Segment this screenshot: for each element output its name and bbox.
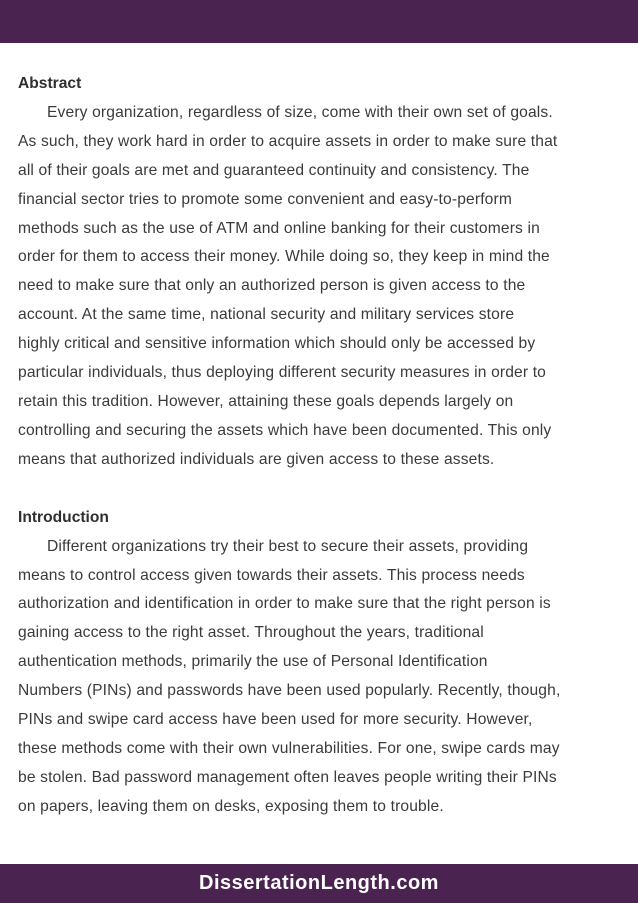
abstract-line: highly critical and sensitive information which should only be accessed by [18, 335, 536, 353]
abstract-line: financial sector tries to promote some convenient and easy-to-perform [18, 190, 512, 208]
introduction-line: Different organizations try their best to secure their assets, providing [47, 537, 529, 555]
abstract-line: account. At the same time, national security and military services store [18, 306, 515, 324]
introduction-line: these methods come with their own vulnerabilities. For one, swipe cards may [18, 739, 560, 757]
document-body [18, 70, 624, 822]
section-spacer [18, 475, 624, 504]
abstract-line: controlling and securing the assets which have been documented. This only [18, 421, 552, 439]
abstract-line: means that authorized individuals are given access to these assets. [18, 450, 495, 468]
abstract-line: all of their goals are met and guaranteed continuity and consistency. The [18, 161, 530, 179]
introduction-line: on papers, leaving them on desks, exposing them to trouble. [18, 797, 444, 815]
abstract-paragraph [18, 99, 624, 475]
abstract-line: methods such as the use of ATM and online banking for their customers in [18, 219, 540, 237]
abstract-line: Every organization, regardless of size, come with their own set of goals. [47, 103, 553, 121]
introduction-paragraph [18, 533, 624, 822]
footer-site-name: DissertationLength.com [199, 872, 439, 894]
abstract-line: particular individuals, thus deploying different security measures in order to [18, 364, 547, 382]
abstract-line: order for them to access their money. While doing so, they keep in mind the [18, 248, 550, 266]
introduction-line: be stolen. Bad password management often leaves people writing their PINs [18, 768, 557, 786]
abstract-heading: Abstract [18, 75, 82, 92]
header-band [0, 0, 638, 43]
abstract-line: retain this tradition. However, attaining these goals depends largely on [18, 392, 514, 410]
abstract-line: As such, they work hard in order to acquire assets in order to make sure that [18, 132, 558, 150]
introduction-line: PINs and swipe card access have been used for more security. However, [18, 711, 533, 729]
introduction-heading: Introduction [18, 508, 109, 526]
footer-band [0, 864, 638, 903]
introduction-line: authorization and identification in order to make sure that the right person is [18, 595, 551, 613]
introduction-line: means to control access given towards their assets. This process needs [18, 566, 525, 584]
introduction-line: gaining access to the right asset. Throughout the years, traditional [18, 624, 484, 642]
introduction-line: Numbers (PINs) and passwords have been used popularly. Recently, though, [18, 682, 561, 700]
introduction-line: authentication methods, primarily the use of Personal Identification [18, 653, 488, 671]
abstract-line: need to make sure that only an authorized person is given access to the [18, 277, 526, 295]
